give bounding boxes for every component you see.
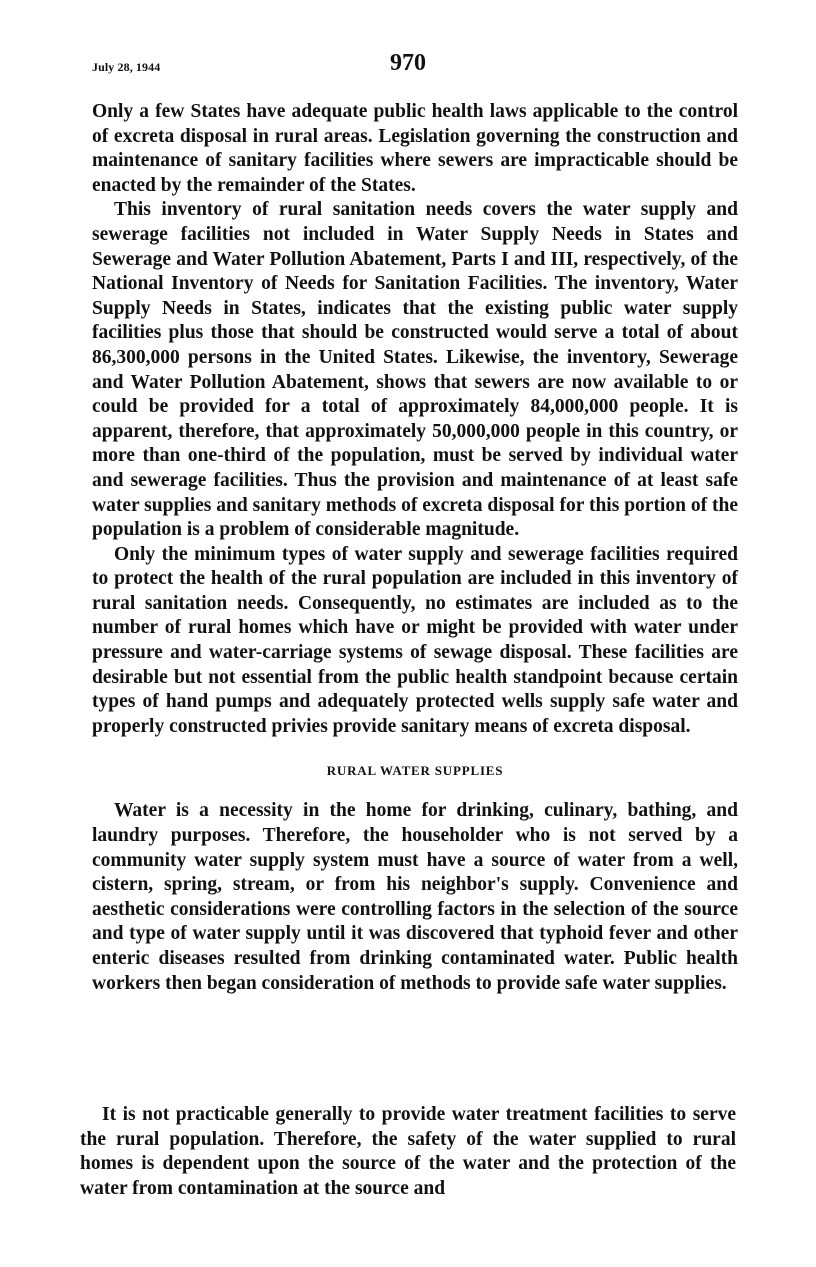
section-paragraph-2: It is not practicable generally to provide water treatment facilities to serve the rural population. Therefore, the safety of the water supplied to rural homes is dependent upon the source of the water and the protection of the water from contamination at the source and bbox=[80, 1104, 736, 1199]
paragraph-1: Only a few States have adequate public health laws applicable to the control of excreta disposal in rural areas. Legislation governing the construction and maintenance of sanitary facilities where sewers are impracticable should be enacted by the remainder of the States. bbox=[92, 101, 738, 196]
section-paragraph-1: Water is a necessity in the home for drinking, culinary, bathing, and laundry purposes. Therefore, the householder who is not served by a community water supply system must have a source of water from a well, cistern, spring, stream, or from his neighbor's supply. Convenience and aesthetic considerations were controlling factors in the selection of the source and type of water supply until it was discovered that typhoid fever and other enteric diseases resulted from drinking contaminated water. Public health workers then began consideration of methods to provide safe water supplies. bbox=[92, 800, 738, 994]
section-heading: RURAL WATER SUPPLIES bbox=[326, 763, 504, 779]
paragraph-3: Only the minimum types of water supply and sewerage facilities required to protect the health of the rural population are included in this inventory of rural sanitation needs. Consequently, no estimates are included as to the number of rural homes which have or might be provided with water under pressure and water-carriage systems of sewage disposal. These facilities are desirable but not essential from the public health standpoint because certain types of hand pumps and adequately protected wells supply safe water and properly constructed privies provide sanitary means of excreta disposal. bbox=[92, 543, 738, 737]
body-text-continued bbox=[80, 1103, 736, 1201]
page-header bbox=[0, 50, 816, 82]
paragraph-2: This inventory of rural sanitation needs covers the water supply and sewerage facilities not included in Water Supply Needs in States and Sewerage and Water Pollution Abatement, Parts I and III, respectively, of the National Inventory of Needs for Sanitation Facilities. The inventory, Water Supply Needs in States, indicates that the existing public water supply facilities plus those that should be constructed would serve a total of about 86,300,000 persons in the United States. Likewise, the inventory, Sewerage and Water Pollution Abatement, shows that sewers are now available to or could be provided for a total of approximately 84,000,000 people. It is apparent, therefore, that approximately 50,000,000 people in this country, or more than one-third of the population, must be served by individual water and sewerage facilities. Thus the provision and maintenance of at least safe water supplies and sanitary methods of excreta disposal for this portion of the population is a problem of considerable magnitude. bbox=[92, 199, 738, 541]
header-date: July 28, 1944 bbox=[92, 60, 161, 74]
body-text bbox=[92, 100, 738, 996]
page-number: 970 bbox=[390, 50, 426, 76]
